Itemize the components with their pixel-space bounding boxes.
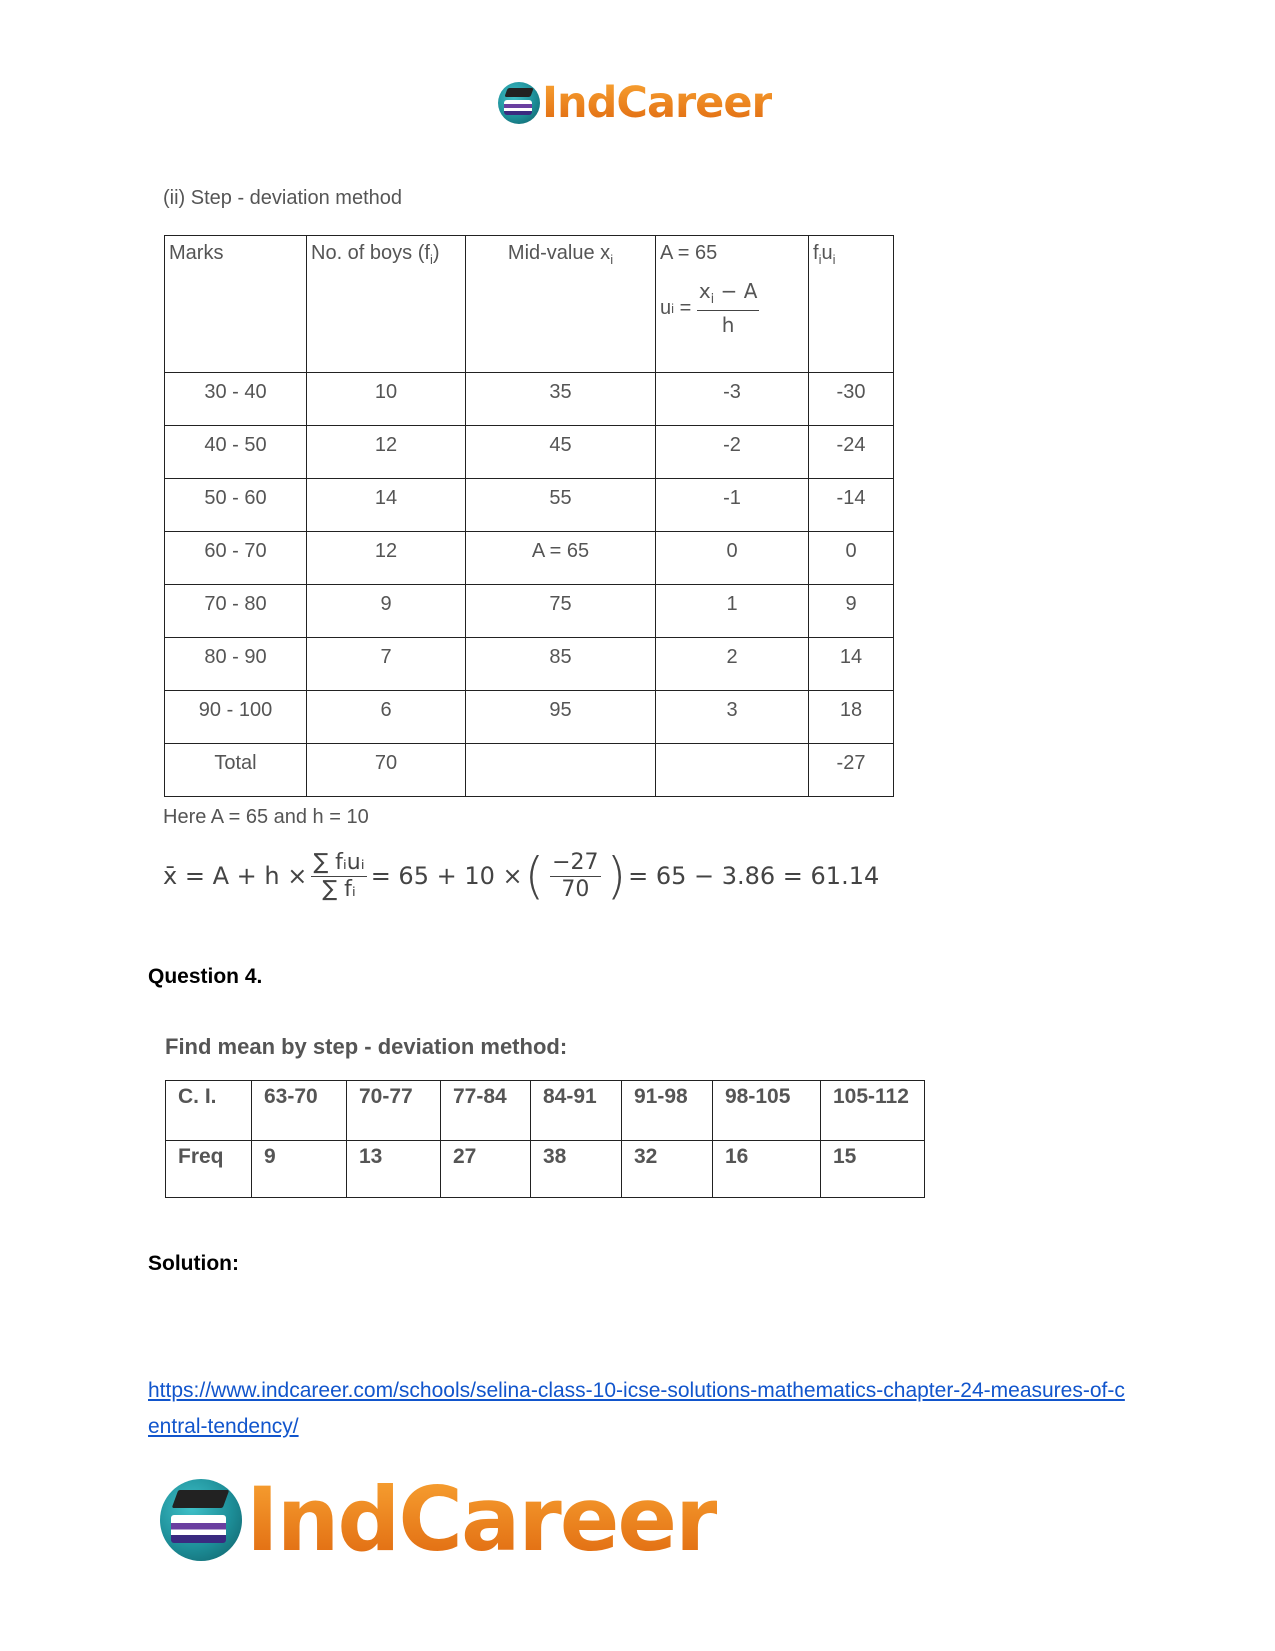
table-row: 50 - 60 14 55 -1 -14 (165, 479, 894, 532)
table-header-row (165, 236, 894, 373)
table-row: 90 - 100 6 95 3 18 (165, 691, 894, 744)
value-fraction: $\frac{-27}{70}$ (552, 850, 599, 902)
source-link[interactable]: https://www.indcareer.com/schools/selina-class-10-icse-solutions-mathematics-chapter-24-measures-of-central-tendency/ (148, 1379, 1125, 1438)
table-total-row: Total 70 -27 (165, 744, 894, 797)
header-marks: Marks (165, 236, 307, 373)
globe-logo-icon (498, 82, 540, 124)
header-fu: $f_iu_i$ (809, 236, 894, 373)
indcareer-logo-bottom (160, 1470, 717, 1570)
logo-text: IndCareer (246, 1468, 717, 1571)
table-row: C. I. 63-70 70-77 77-84 84-91 91-98 98-105 105-112 (166, 1081, 925, 1141)
table-row: 30 - 40 10 35 -3 -30 (165, 373, 894, 426)
sum-fraction: $\frac{\text{∑ fᵢuᵢ}}{\text{∑ fᵢ}}$ (313, 850, 365, 902)
table-row: 70 - 80 9 75 1 9 (165, 585, 894, 638)
logo-text: IndCareer (542, 77, 772, 128)
question-prompt: Find mean by step - deviation method: (165, 1034, 568, 1059)
header-u: A = 65 u i = $\frac{x_i - A}{h}$ (656, 236, 809, 373)
globe-logo-icon (160, 1479, 242, 1561)
table-row: 60 - 70 12 A = 65 0 0 (165, 532, 894, 585)
table-row: Freq 9 13 27 38 32 16 15 (166, 1141, 925, 1198)
given-values-text: Here A = 65 and h = 10 (163, 806, 369, 828)
question-heading: Question 4. (148, 965, 263, 988)
section-title: (ii) Step - deviation method (163, 187, 403, 209)
table-row: 80 - 90 7 85 2 14 (165, 638, 894, 691)
header-boys: No. of boys $(f_i)$ (307, 236, 466, 373)
indcareer-logo-top (498, 76, 772, 130)
u-formula-fraction: $\frac{x_i - A}{h}$ (698, 279, 758, 337)
mean-formula: x̄ = A + h × $\frac{\text{∑ fᵢuᵢ}}{\text{∑ fᵢ}}$ = 65 + 10 × ( $\frac{-27}{70}$ ) = 65 − 3.86 = 61.14 (163, 847, 880, 905)
table-row: 40 - 50 12 45 -2 -24 (165, 426, 894, 479)
header-mid-value: Mid-value $x_i$ (466, 236, 656, 373)
solution-heading: Solution: (148, 1252, 239, 1275)
step-deviation-table (164, 235, 894, 797)
class-interval-table (165, 1080, 925, 1198)
